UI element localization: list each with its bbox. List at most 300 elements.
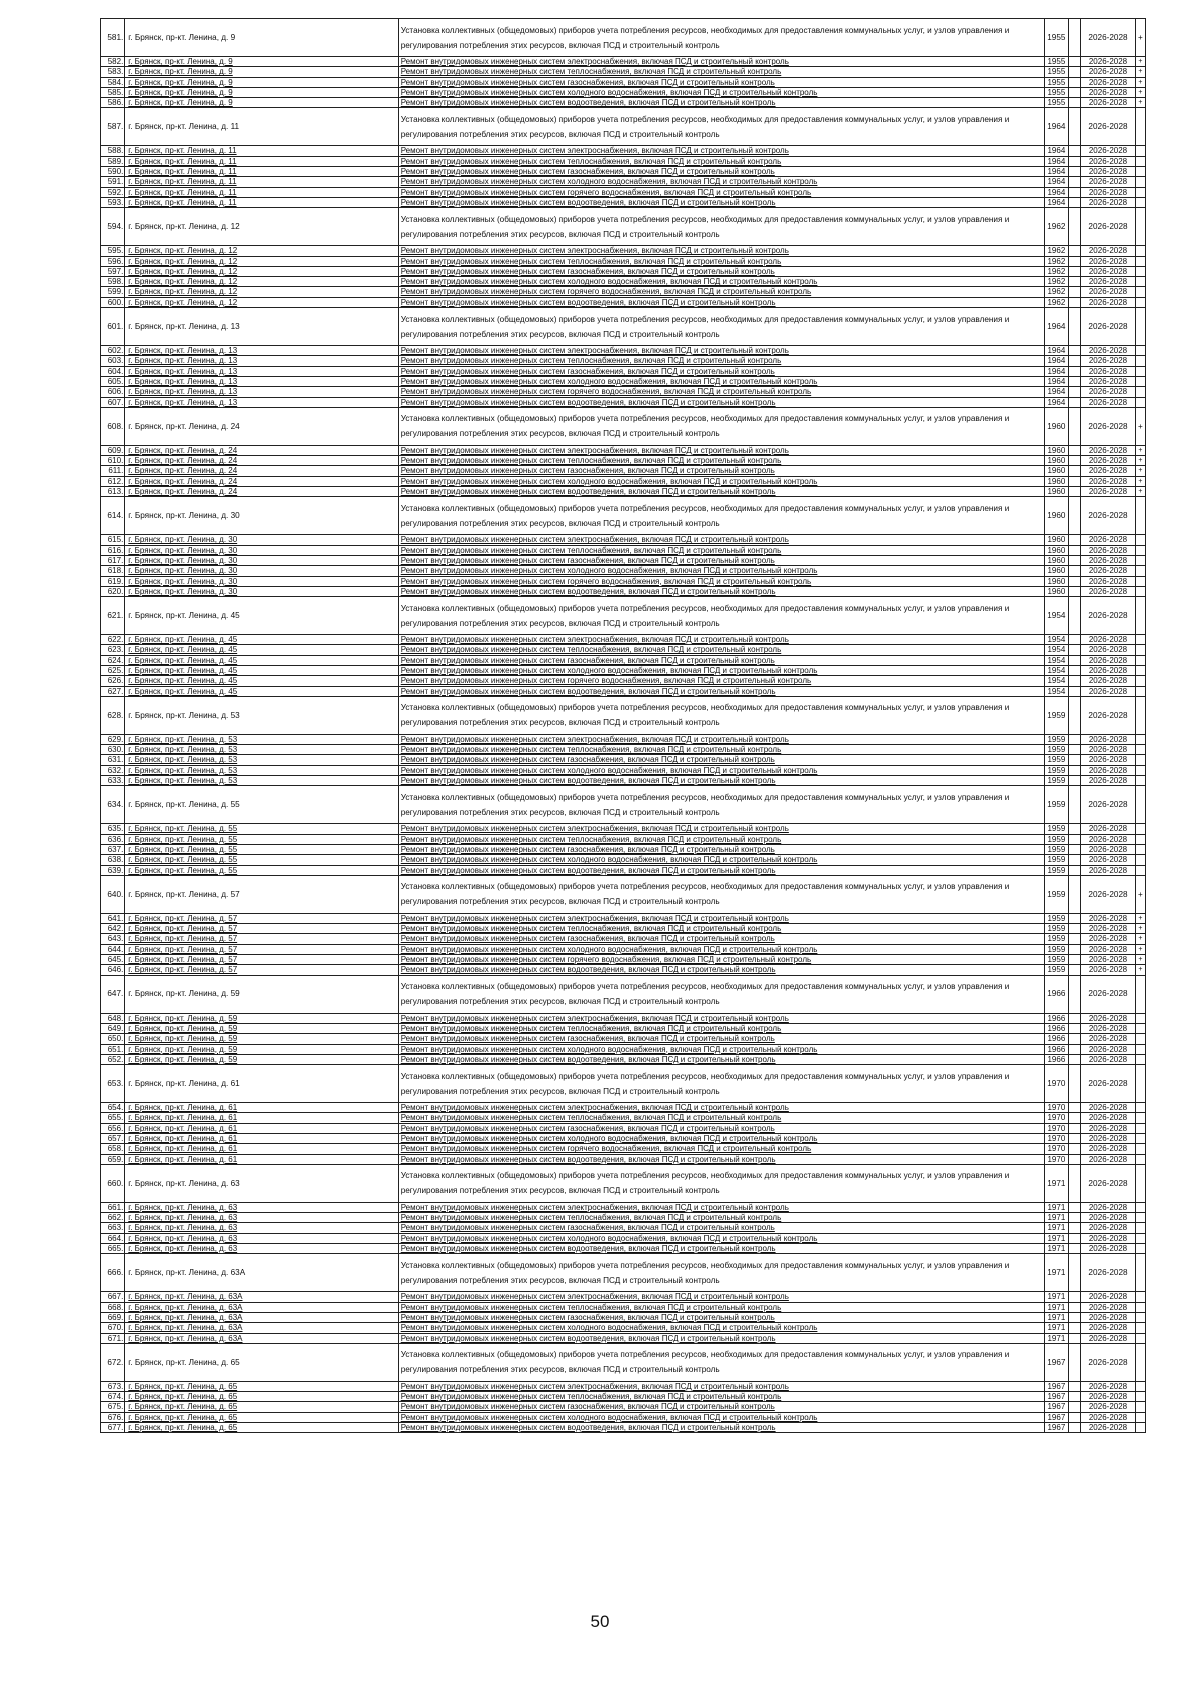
- address-cell: [125, 824, 398, 834]
- work-type-cell-text: Ремонт внутридомовых инженерных систем газоснабжения, включая ПСД и строительный контроль: [400, 934, 775, 944]
- build-year-cell: 1960: [1044, 535, 1068, 545]
- empty-cell: [1069, 1065, 1081, 1103]
- work-type-cell-text: Ремонт внутридомовых инженерных систем теплоснабжения, включая ПСД и строительный контроль: [400, 545, 782, 555]
- work-type-cell-text: Ремонт внутридомовых инженерных систем газоснабжения, включая ПСД и строительный контроль: [400, 366, 775, 376]
- work-type-cell: [398, 555, 1044, 565]
- address-cell-text: г. Брянск, пр-кт. Ленина, д. 24: [128, 466, 238, 476]
- build-year-cell: 1959: [1044, 734, 1068, 744]
- work-type-cell-text: Ремонт внутридомовых инженерных систем холодного водоснабжения, включая ПСД и строительный контроль: [400, 566, 818, 576]
- row-number: 583.: [101, 67, 125, 77]
- table-row: [101, 1244, 1146, 1254]
- work-type-cell-text: Ремонт внутридомовых инженерных систем электроснабжения, включая ПСД и строительный контроль: [400, 1292, 789, 1302]
- row-number: 590.: [101, 167, 125, 177]
- work-type-cell: [398, 356, 1044, 366]
- build-year-cell: 1959: [1044, 955, 1068, 965]
- row-number: 589.: [101, 156, 125, 166]
- address-cell-text: г. Брянск, пр-кт. Ленина, д. 13: [128, 346, 238, 356]
- work-type-cell-text: Ремонт внутридомовых инженерных систем газоснабжения, включая ПСД и строительный контроль: [400, 844, 775, 854]
- table-body: [101, 19, 1146, 1433]
- period-cell: 2026-2028: [1081, 67, 1136, 77]
- empty-cell: [1069, 1123, 1081, 1133]
- period-cell: 2026-2028: [1081, 1213, 1136, 1223]
- work-type-cell: [398, 1144, 1044, 1154]
- address-cell: [125, 487, 398, 497]
- address-cell: [125, 376, 398, 386]
- empty-cell: [1069, 635, 1081, 645]
- address-cell: [125, 965, 398, 975]
- mark-cell: [1135, 297, 1145, 307]
- empty-cell: [1069, 1392, 1081, 1402]
- empty-cell: [1069, 167, 1081, 177]
- period-cell: 2026-2028: [1081, 635, 1136, 645]
- period-cell: 2026-2028: [1081, 944, 1136, 954]
- empty-cell: [1069, 187, 1081, 197]
- empty-cell: [1069, 1144, 1081, 1154]
- mark-cell: [1135, 824, 1145, 834]
- work-type-cell-text: Ремонт внутридомовых инженерных систем газоснабжения, включая ПСД и строительный контроль: [400, 167, 775, 177]
- mark-cell: [1135, 545, 1145, 555]
- empty-cell: [1069, 146, 1081, 156]
- table-row: [101, 686, 1146, 696]
- empty-cell: [1069, 57, 1081, 67]
- row-number: 620.: [101, 586, 125, 596]
- address-cell: [125, 1223, 398, 1233]
- period-cell: 2026-2028: [1081, 1412, 1136, 1422]
- address-cell-text: г. Брянск, пр-кт. Ленина, д. 30: [128, 555, 238, 565]
- mark-cell: [1135, 387, 1145, 397]
- address-cell-text: г. Брянск, пр-кт. Ленина, д. 55: [128, 834, 238, 844]
- work-type-cell-text: Ремонт внутридомовых инженерных систем горячего водоснабжения, включая ПСД и строительный контроль: [400, 676, 812, 686]
- work-type-cell-text: Ремонт внутридомовых инженерных систем теплоснабжения, включая ПСД и строительный контроль: [400, 834, 782, 844]
- address-cell: [125, 576, 398, 586]
- mark-cell: [1135, 1103, 1145, 1113]
- build-year-cell: 1960: [1044, 456, 1068, 466]
- build-year-cell: 1959: [1044, 934, 1068, 944]
- build-year-cell: 1964: [1044, 397, 1068, 407]
- build-year-cell: 1967: [1044, 1423, 1068, 1433]
- work-type-cell-text: Ремонт внутридомовых инженерных систем газоснабжения, включая ПСД и строительный контроль: [400, 266, 775, 276]
- mark-cell: [1135, 535, 1145, 545]
- work-type-cell: [398, 466, 1044, 476]
- work-type-cell: Установка коллективных (общедомовых) приборов учета потребления ресурсов, необходимых для предоставления коммунальных услуг, и узлов управления и регулирования потребления этих ресурсов, включая ПСД и строительный контроль: [398, 696, 1044, 734]
- build-year-cell: 1964: [1044, 167, 1068, 177]
- address-cell: г. Брянск, пр-кт. Ленина, д. 57: [125, 875, 398, 913]
- address-cell-text: г. Брянск, пр-кт. Ленина, д. 53: [128, 745, 238, 755]
- empty-cell: [1069, 975, 1081, 1013]
- row-number: 626.: [101, 676, 125, 686]
- mark-cell: [1135, 308, 1145, 346]
- build-year-cell: 1967: [1044, 1343, 1068, 1381]
- work-type-cell: [398, 576, 1044, 586]
- work-type-cell: [398, 1134, 1044, 1144]
- table-row: [101, 1223, 1146, 1233]
- mark-cell: [1135, 975, 1145, 1013]
- build-year-cell: 1964: [1044, 366, 1068, 376]
- build-year-cell: 1967: [1044, 1392, 1068, 1402]
- row-number: 657.: [101, 1134, 125, 1144]
- work-type-cell: [398, 1154, 1044, 1164]
- address-cell-text: г. Брянск, пр-кт. Ленина, д. 30: [128, 545, 238, 555]
- address-cell-text: г. Брянск, пр-кт. Ленина, д. 61: [128, 1144, 238, 1154]
- mark-cell: [1135, 745, 1145, 755]
- period-cell: 2026-2028: [1081, 755, 1136, 765]
- build-year-cell: 1962: [1044, 297, 1068, 307]
- table-row: [101, 765, 1146, 775]
- work-type-cell-text: Ремонт внутридомовых инженерных систем горячего водоснабжения, включая ПСД и строительный контроль: [400, 955, 812, 965]
- work-type-cell: [398, 487, 1044, 497]
- mark-cell: +: [1135, 456, 1145, 466]
- empty-cell: [1069, 913, 1081, 923]
- empty-cell: [1069, 1333, 1081, 1343]
- address-cell-text: г. Брянск, пр-кт. Ленина, д. 24: [128, 445, 238, 455]
- table-row: [101, 1254, 1146, 1292]
- empty-cell: [1069, 665, 1081, 675]
- row-number: 658.: [101, 1144, 125, 1154]
- table-row: [101, 1144, 1146, 1154]
- build-year-cell: 1970: [1044, 1134, 1068, 1144]
- table-row: [101, 256, 1146, 266]
- row-number: 645.: [101, 955, 125, 965]
- period-cell: 2026-2028: [1081, 156, 1136, 166]
- table-row: [101, 445, 1146, 455]
- table-row: [101, 786, 1146, 824]
- build-year-cell: 1964: [1044, 177, 1068, 187]
- page-number: 50: [590, 1612, 610, 1631]
- work-type-cell-text: Ремонт внутридомовых инженерных систем водоотведения, включая ПСД и строительный контроль: [400, 397, 776, 407]
- work-type-cell: [398, 1213, 1044, 1223]
- period-cell: 2026-2028: [1081, 1103, 1136, 1113]
- work-type-cell-text: Ремонт внутридомовых инженерных систем газоснабжения, включая ПСД и строительный контроль: [400, 1123, 775, 1133]
- table-row: [101, 266, 1146, 276]
- mark-cell: [1135, 1044, 1145, 1054]
- work-type-cell-text: Ремонт внутридомовых инженерных систем электроснабжения, включая ПСД и строительный контроль: [400, 1381, 789, 1391]
- empty-cell: [1069, 108, 1081, 146]
- address-cell: [125, 287, 398, 297]
- build-year-cell: 1959: [1044, 965, 1068, 975]
- work-type-cell: Установка коллективных (общедомовых) приборов учета потребления ресурсов, необходимых для предоставления коммунальных услуг, и узлов управления и регулирования потребления этих ресурсов, включая ПСД и строительный контроль: [398, 108, 1044, 146]
- mark-cell: +: [1135, 445, 1145, 455]
- empty-cell: [1069, 1103, 1081, 1113]
- work-type-cell-text: Ремонт внутридомовых инженерных систем электроснабжения, включая ПСД и строительный контроль: [400, 913, 789, 923]
- work-type-cell-text: Ремонт внутридомовых инженерных систем водоотведения, включая ПСД и строительный контроль: [400, 586, 776, 596]
- work-type-cell: Установка коллективных (общедомовых) приборов учета потребления ресурсов, необходимых для предоставления коммунальных услуг, и узлов управления и регулирования потребления этих ресурсов, включая ПСД и строительный контроль: [398, 597, 1044, 635]
- address-cell: [125, 1333, 398, 1343]
- table-row: [101, 734, 1146, 744]
- work-type-cell-text: Ремонт внутридомовых инженерных систем теплоснабжения, включая ПСД и строительный контроль: [400, 256, 782, 266]
- work-type-cell: [398, 944, 1044, 954]
- work-type-cell-text: Ремонт внутридомовых инженерных систем холодного водоснабжения, включая ПСД и строительный контроль: [400, 1412, 818, 1422]
- address-cell: г. Брянск, пр-кт. Ленина, д. 13: [125, 308, 398, 346]
- work-type-cell: [398, 1113, 1044, 1123]
- work-type-cell: [398, 665, 1044, 675]
- mark-cell: [1135, 1343, 1145, 1381]
- table-row: [101, 497, 1146, 535]
- empty-cell: [1069, 1402, 1081, 1412]
- address-cell: [125, 466, 398, 476]
- address-cell: [125, 944, 398, 954]
- build-year-cell: 1960: [1044, 497, 1068, 535]
- build-year-cell: 1959: [1044, 824, 1068, 834]
- table-row: [101, 1213, 1146, 1223]
- work-type-cell-text: Ремонт внутридомовых инженерных систем электроснабжения, включая ПСД и строительный контроль: [400, 246, 789, 256]
- work-type-cell-text: Ремонт внутридомовых инженерных систем электроснабжения, включая ПСД и строительный контроль: [400, 635, 789, 645]
- table-row: [101, 576, 1146, 586]
- work-type-cell: Установка коллективных (общедомовых) приборов учета потребления ресурсов, необходимых для предоставления коммунальных услуг, и узлов управления и регулирования потребления этих ресурсов, включая ПСД и строительный контроль: [398, 1254, 1044, 1292]
- table-row: [101, 635, 1146, 645]
- empty-cell: [1069, 19, 1081, 57]
- build-year-cell: 1954: [1044, 665, 1068, 675]
- address-cell: [125, 177, 398, 187]
- work-type-cell-text: Ремонт внутридомовых инженерных систем электроснабжения, включая ПСД и строительный контроль: [400, 734, 789, 744]
- period-cell: 2026-2028: [1081, 197, 1136, 207]
- row-number: 664.: [101, 1233, 125, 1243]
- table-row: [101, 19, 1146, 57]
- build-year-cell: 1966: [1044, 975, 1068, 1013]
- row-number: 602.: [101, 346, 125, 356]
- work-type-cell-text: Ремонт внутридомовых инженерных систем холодного водоснабжения, включая ПСД и строительный контроль: [400, 855, 818, 865]
- mark-cell: [1135, 497, 1145, 535]
- build-year-cell: 1962: [1044, 277, 1068, 287]
- row-number: 650.: [101, 1034, 125, 1044]
- build-year-cell: 1960: [1044, 407, 1068, 445]
- empty-cell: [1069, 297, 1081, 307]
- empty-cell: [1069, 487, 1081, 497]
- mark-cell: [1135, 1423, 1145, 1433]
- work-type-cell-text: Ремонт внутридомовых инженерных систем водоотведения, включая ПСД и строительный контроль: [400, 776, 776, 786]
- build-year-cell: 1971: [1044, 1312, 1068, 1322]
- row-number: 661.: [101, 1202, 125, 1212]
- row-number: 623.: [101, 645, 125, 655]
- period-cell: 2026-2028: [1081, 786, 1136, 824]
- table-row: [101, 1044, 1146, 1054]
- work-type-cell-text: Ремонт внутридомовых инженерных систем теплоснабжения, включая ПСД и строительный контроль: [400, 156, 782, 166]
- empty-cell: [1069, 576, 1081, 586]
- empty-cell: [1069, 376, 1081, 386]
- row-number: 619.: [101, 576, 125, 586]
- work-type-cell: Установка коллективных (общедомовых) приборов учета потребления ресурсов, необходимых для предоставления коммунальных услуг, и узлов управления и регулирования потребления этих ресурсов, включая ПСД и строительный контроль: [398, 208, 1044, 246]
- empty-cell: [1069, 77, 1081, 87]
- address-cell-text: г. Брянск, пр-кт. Ленина, д. 13: [128, 376, 238, 386]
- mark-cell: +: [1135, 67, 1145, 77]
- work-type-cell-text: Ремонт внутридомовых инженерных систем водоотведения, включая ПСД и строительный контроль: [400, 1333, 776, 1343]
- work-type-cell: [398, 686, 1044, 696]
- empty-cell: [1069, 645, 1081, 655]
- table-row: [101, 1312, 1146, 1322]
- work-type-cell-text: Ремонт внутридомовых инженерных систем водоотведения, включая ПСД и строительный контроль: [400, 197, 776, 207]
- address-cell-text: г. Брянск, пр-кт. Ленина, д. 55: [128, 855, 238, 865]
- address-cell: [125, 297, 398, 307]
- mark-cell: [1135, 1213, 1145, 1223]
- address-cell-text: г. Брянск, пр-кт. Ленина, д. 12: [128, 287, 238, 297]
- table-row: [101, 1381, 1146, 1391]
- period-cell: 2026-2028: [1081, 1144, 1136, 1154]
- empty-cell: [1069, 934, 1081, 944]
- work-type-cell: [398, 167, 1044, 177]
- build-year-cell: 1967: [1044, 1381, 1068, 1391]
- row-number: 665.: [101, 1244, 125, 1254]
- empty-cell: [1069, 366, 1081, 376]
- period-cell: 2026-2028: [1081, 308, 1136, 346]
- row-number: 644.: [101, 944, 125, 954]
- empty-cell: [1069, 676, 1081, 686]
- row-number: 586.: [101, 98, 125, 108]
- address-cell: г. Брянск, пр-кт. Ленина, д. 12: [125, 208, 398, 246]
- row-number: 652.: [101, 1054, 125, 1064]
- work-type-cell: [398, 776, 1044, 786]
- row-number: 625.: [101, 665, 125, 675]
- address-cell-text: г. Брянск, пр-кт. Ленина, д. 59: [128, 1044, 238, 1054]
- address-cell: [125, 87, 398, 97]
- work-type-cell: [398, 197, 1044, 207]
- row-number: 595.: [101, 246, 125, 256]
- table-row: [101, 855, 1146, 865]
- table-row: [101, 108, 1146, 146]
- row-number: 605.: [101, 376, 125, 386]
- work-type-cell-text: Ремонт внутридомовых инженерных систем водоотведения, включая ПСД и строительный контроль: [400, 98, 776, 108]
- work-type-cell: [398, 146, 1044, 156]
- mark-cell: [1135, 346, 1145, 356]
- address-cell: г. Брянск, пр-кт. Ленина, д. 9: [125, 19, 398, 57]
- mark-cell: [1135, 1013, 1145, 1023]
- work-type-cell-text: Ремонт внутридомовых инженерных систем теплоснабжения, включая ПСД и строительный контроль: [400, 645, 782, 655]
- row-number: 641.: [101, 913, 125, 923]
- address-cell: [125, 535, 398, 545]
- address-cell-text: г. Брянск, пр-кт. Ленина, д. 30: [128, 535, 238, 545]
- build-year-cell: 1959: [1044, 786, 1068, 824]
- work-type-cell-text: Ремонт внутридомовых инженерных систем водоотведения, включая ПСД и строительный контроль: [400, 1054, 776, 1064]
- empty-cell: [1069, 1113, 1081, 1123]
- empty-cell: [1069, 1054, 1081, 1064]
- work-type-cell-text: Ремонт внутридомовых инженерных систем теплоснабжения, включая ПСД и строительный контроль: [400, 745, 782, 755]
- row-number: 649.: [101, 1023, 125, 1033]
- build-year-cell: 1960: [1044, 476, 1068, 486]
- empty-cell: [1069, 545, 1081, 555]
- address-cell: [125, 566, 398, 576]
- build-year-cell: 1962: [1044, 266, 1068, 276]
- build-year-cell: 1954: [1044, 635, 1068, 645]
- empty-cell: [1069, 535, 1081, 545]
- table-row: [101, 1134, 1146, 1144]
- mark-cell: [1135, 246, 1145, 256]
- mark-cell: [1135, 1381, 1145, 1391]
- work-type-cell-text: Ремонт внутридомовых инженерных систем холодного водоснабжения, включая ПСД и строительный контроль: [400, 177, 818, 187]
- address-cell-text: г. Брянск, пр-кт. Ленина, д. 63А: [128, 1312, 243, 1322]
- table-row: [101, 476, 1146, 486]
- mark-cell: [1135, 1164, 1145, 1202]
- work-type-cell: Установка коллективных (общедомовых) приборов учета потребления ресурсов, необходимых для предоставления коммунальных услуг, и узлов управления и регулирования потребления этих ресурсов, включая ПСД и строительный контроль: [398, 875, 1044, 913]
- table-row: [101, 1323, 1146, 1333]
- table-row: [101, 975, 1146, 1013]
- address-cell: г. Брянск, пр-кт. Ленина, д. 55: [125, 786, 398, 824]
- work-type-cell: [398, 187, 1044, 197]
- build-year-cell: 1971: [1044, 1254, 1068, 1292]
- address-cell: [125, 356, 398, 366]
- period-cell: 2026-2028: [1081, 387, 1136, 397]
- address-cell: [125, 1134, 398, 1144]
- period-cell: 2026-2028: [1081, 187, 1136, 197]
- empty-cell: [1069, 1381, 1081, 1391]
- address-cell: г. Брянск, пр-кт. Ленина, д. 30: [125, 497, 398, 535]
- work-type-cell: [398, 545, 1044, 555]
- work-type-cell: [398, 87, 1044, 97]
- build-year-cell: 1954: [1044, 655, 1068, 665]
- mark-cell: [1135, 1302, 1145, 1312]
- row-number: 654.: [101, 1103, 125, 1113]
- period-cell: 2026-2028: [1081, 445, 1136, 455]
- table-row: [101, 87, 1146, 97]
- build-year-cell: 1954: [1044, 686, 1068, 696]
- address-cell-text: г. Брянск, пр-кт. Ленина, д. 30: [128, 566, 238, 576]
- empty-cell: [1069, 208, 1081, 246]
- build-year-cell: 1960: [1044, 586, 1068, 596]
- row-number: 629.: [101, 734, 125, 744]
- build-year-cell: 1967: [1044, 1412, 1068, 1422]
- empty-cell: [1069, 1233, 1081, 1243]
- address-cell: [125, 146, 398, 156]
- empty-cell: [1069, 755, 1081, 765]
- work-type-cell-text: Ремонт внутридомовых инженерных систем холодного водоснабжения, включая ПСД и строительный контроль: [400, 277, 818, 287]
- row-number: 613.: [101, 487, 125, 497]
- mark-cell: [1135, 855, 1145, 865]
- row-number: 639.: [101, 865, 125, 875]
- address-cell-text: г. Брянск, пр-кт. Ленина, д. 13: [128, 397, 238, 407]
- row-number: 615.: [101, 535, 125, 545]
- address-cell: [125, 1292, 398, 1302]
- row-number: 599.: [101, 287, 125, 297]
- row-number: 667.: [101, 1292, 125, 1302]
- period-cell: 2026-2028: [1081, 1113, 1136, 1123]
- row-number: 663.: [101, 1223, 125, 1233]
- empty-cell: [1069, 497, 1081, 535]
- address-cell-text: г. Брянск, пр-кт. Ленина, д. 11: [128, 197, 237, 207]
- empty-cell: [1069, 287, 1081, 297]
- work-type-cell-text: Ремонт внутридомовых инженерных систем электроснабжения, включая ПСД и строительный контроль: [400, 346, 789, 356]
- empty-cell: [1069, 1312, 1081, 1322]
- work-type-cell: [398, 1423, 1044, 1433]
- period-cell: 2026-2028: [1081, 346, 1136, 356]
- build-year-cell: 1960: [1044, 445, 1068, 455]
- build-year-cell: 1971: [1044, 1302, 1068, 1312]
- address-cell: [125, 98, 398, 108]
- period-cell: 2026-2028: [1081, 1044, 1136, 1054]
- work-type-cell-text: Ремонт внутридомовых инженерных систем водоотведения, включая ПСД и строительный контроль: [400, 1423, 776, 1433]
- mark-cell: [1135, 1023, 1145, 1033]
- period-cell: 2026-2028: [1081, 1312, 1136, 1322]
- work-type-cell-text: Ремонт внутридомовых инженерных систем электроснабжения, включая ПСД и строительный контроль: [400, 1202, 789, 1212]
- address-cell: [125, 1034, 398, 1044]
- work-type-cell: [398, 755, 1044, 765]
- work-type-cell: Установка коллективных (общедомовых) приборов учета потребления ресурсов, необходимых для предоставления коммунальных услуг, и узлов управления и регулирования потребления этих ресурсов, включая ПСД и строительный контроль: [398, 975, 1044, 1013]
- mark-cell: [1135, 156, 1145, 166]
- row-number: 596.: [101, 256, 125, 266]
- work-type-cell-text: Ремонт внутридомовых инженерных систем теплоснабжения, включая ПСД и строительный контроль: [400, 1023, 782, 1033]
- build-year-cell: 1960: [1044, 555, 1068, 565]
- empty-cell: [1069, 1213, 1081, 1223]
- build-year-cell: 1971: [1044, 1333, 1068, 1343]
- work-type-cell: [398, 1054, 1044, 1064]
- address-cell: [125, 844, 398, 854]
- row-number: 616.: [101, 545, 125, 555]
- address-cell-text: г. Брянск, пр-кт. Ленина, д. 61: [128, 1113, 238, 1123]
- address-cell-text: г. Брянск, пр-кт. Ленина, д. 12: [128, 256, 238, 266]
- build-year-cell: 1960: [1044, 566, 1068, 576]
- address-cell-text: г. Брянск, пр-кт. Ленина, д. 30: [128, 576, 238, 586]
- period-cell: 2026-2028: [1081, 1233, 1136, 1243]
- period-cell: 2026-2028: [1081, 277, 1136, 287]
- work-type-cell: [398, 67, 1044, 77]
- table-row: [101, 1423, 1146, 1433]
- row-number: 607.: [101, 397, 125, 407]
